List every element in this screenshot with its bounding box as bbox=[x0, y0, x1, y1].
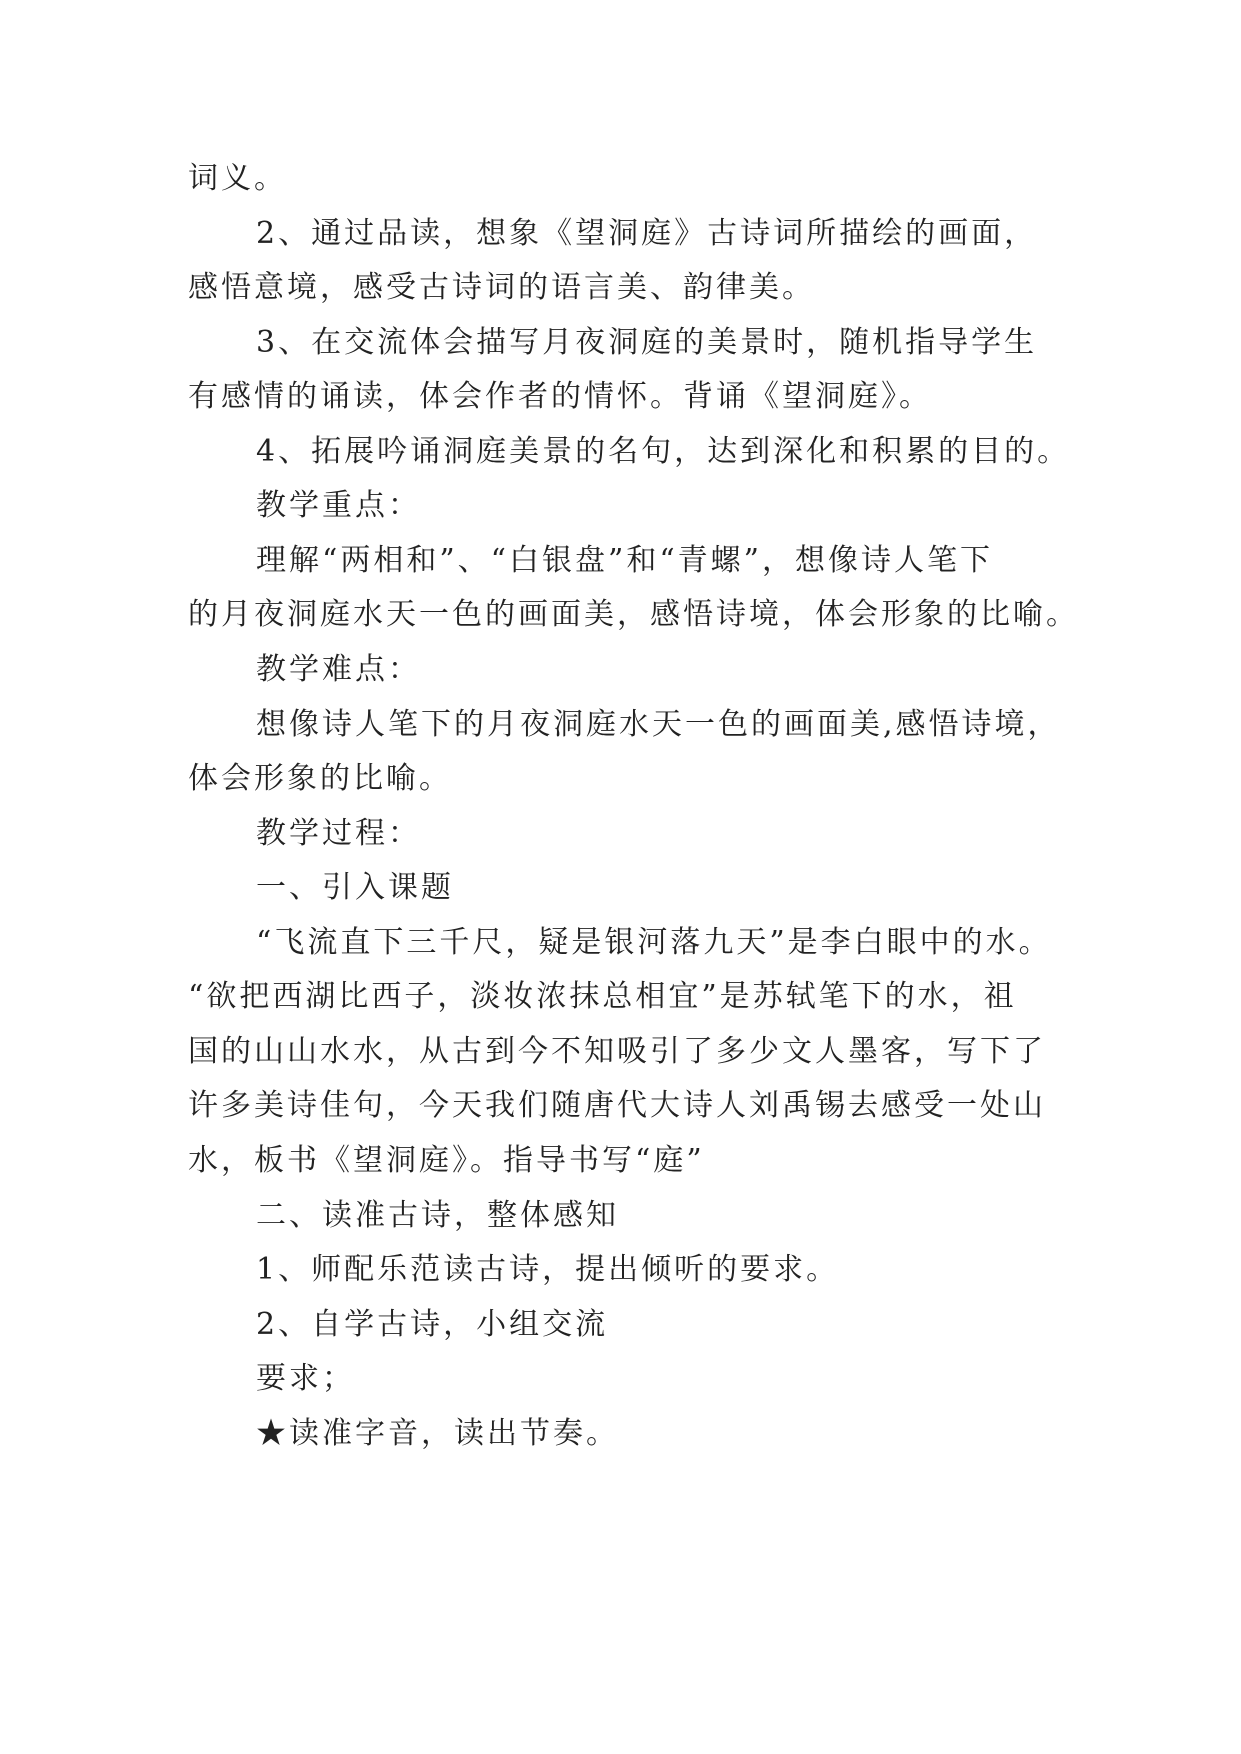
text-line: 词义。 bbox=[188, 161, 287, 196]
text-line: 理解“两相和”、“白银盘”和“青螺”，想像诗人笔下 bbox=[256, 543, 994, 578]
text-line: 许多美诗佳句，今天我们随唐代大诗人刘禹锡去感受一处山 bbox=[188, 1088, 1046, 1123]
section-heading: 教学难点： bbox=[256, 652, 421, 687]
text-line: ★读准字音，读出节奏。 bbox=[256, 1416, 619, 1451]
step-heading: 一、引入课题 bbox=[256, 870, 454, 905]
text-line: 体会形象的比喻。 bbox=[188, 761, 452, 796]
text-line: 的月夜洞庭水天一色的画面美，感悟诗境，体会形象的比喻。 bbox=[188, 597, 1079, 632]
text-line: 感悟意境，感受古诗词的语言美、韵律美。 bbox=[188, 270, 815, 305]
section-heading: 教学过程： bbox=[256, 816, 421, 851]
text-line: 3、在交流体会描写月夜洞庭的美景时，随机指导学生 bbox=[256, 325, 1038, 360]
text-line: 2、自学古诗，小组交流 bbox=[256, 1307, 609, 1342]
section-heading: 教学重点： bbox=[256, 488, 421, 523]
text-line: 要求； bbox=[256, 1361, 355, 1396]
text-line: 想像诗人笔下的月夜洞庭水天一色的画面美,感悟诗境， bbox=[256, 707, 1061, 742]
text-line: 有感情的诵读，体会作者的情怀。背诵《望洞庭》。 bbox=[188, 379, 932, 414]
text-line: 4、拓展吟诵洞庭美景的名句，达到深化和积累的目的。 bbox=[256, 434, 1071, 469]
text-line: 1、师配乐范读古诗，提出倾听的要求。 bbox=[256, 1252, 840, 1287]
step-heading: 二、读准古诗，整体感知 bbox=[256, 1198, 619, 1233]
text-line: 国的山山水水，从古到今不知吸引了多少文人墨客，写下了 bbox=[188, 1034, 1046, 1069]
text-line: 水，板书《望洞庭》。指导书写“庭” bbox=[188, 1143, 705, 1178]
text-line: “欲把西湖比西子，淡妆浓抹总相宜”是苏轼笔下的水，祖 bbox=[188, 979, 1017, 1014]
text-line: “飞流直下三千尺，疑是银河落九天”是李白眼中的水。 bbox=[256, 925, 1052, 960]
text-line: 2、通过品读，想象《望洞庭》古诗词所描绘的画面， bbox=[256, 216, 1038, 251]
